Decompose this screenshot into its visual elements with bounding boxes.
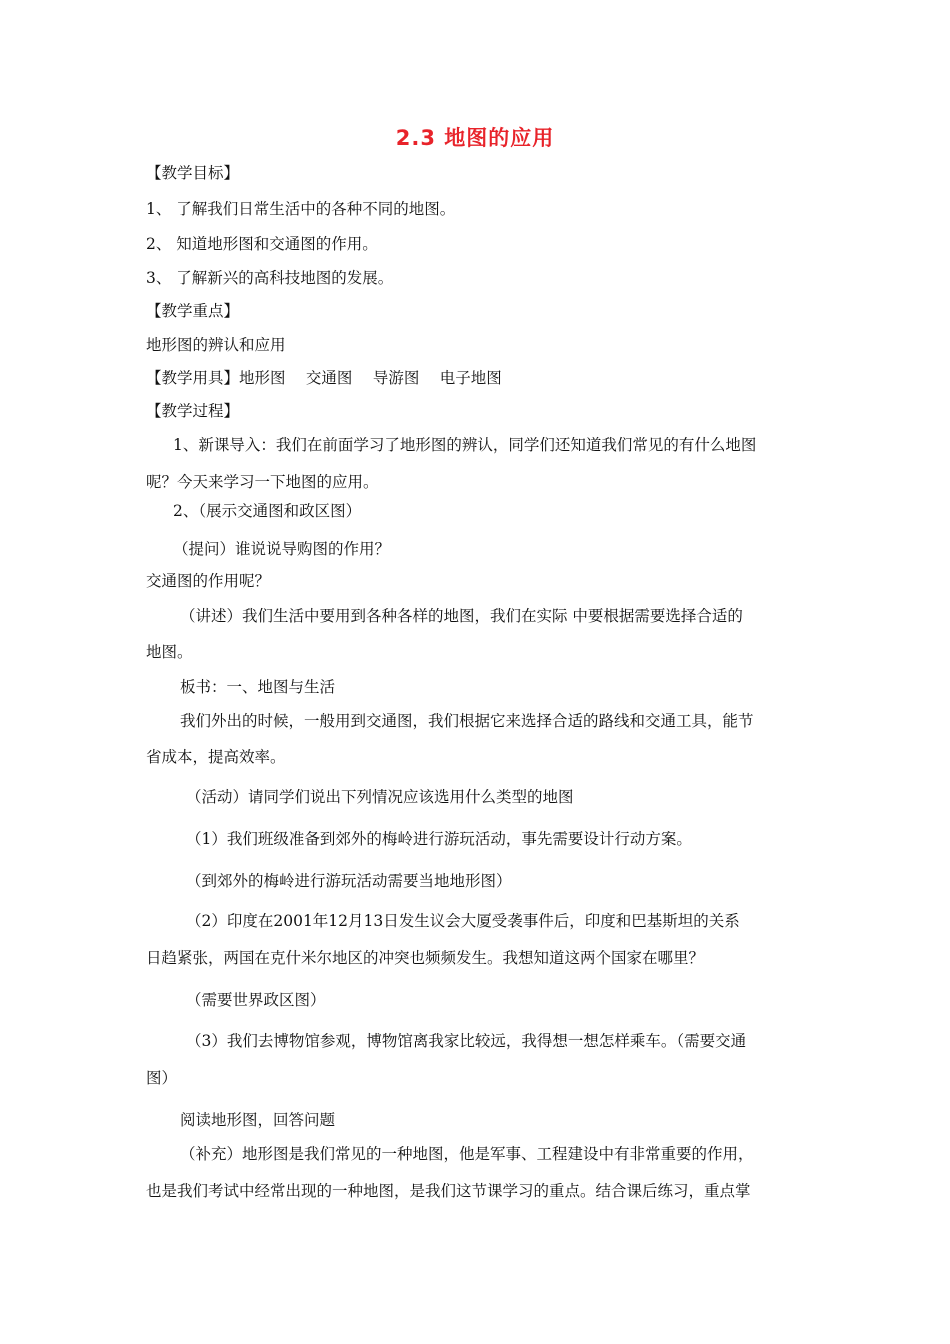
activity-item: 图） [146,1069,178,1087]
activity-item: 日趋紧张，两国在克什米尔地区的冲突也频频发生。我想知道这两个国家在哪里？ [146,949,705,967]
paragraph-line: 也是我们考试中经常出现的一种地图，是我们这节课学习的重点。结合课后练习，重点掌 [146,1182,751,1200]
objective-3: 3、 了解新兴的高科技地图的发展。 [146,269,394,287]
paragraph-line: 1、新课导入：我们在前面学习了地形图的辨认，同学们还知道我们常见的有什么地图 [173,436,757,454]
key-point-text: 地形图的辨认和应用 [146,336,286,354]
activity-line: （活动）请同学们说出下列情况应该选用什么类型的地图 [186,788,574,806]
paragraph-line: （补充）地形图是我们常见的一种地图，他是军事、工程建设中有非常重要的作用， [180,1145,754,1163]
objective-2: 2、 知道地形图和交通图的作用。 [146,235,378,253]
activity-answer: （到郊外的梅岭进行游玩活动需要当地地形图） [186,872,512,890]
activity-item: （3）我们去博物馆参观，博物馆离我家比较远，我得想一想怎样乘车。（需要交通 [186,1032,747,1050]
paragraph-line: （提问）谁说说导购图的作用？ [173,540,391,558]
activity-item: （1）我们班级准备到郊外的梅岭进行游玩活动，事先需要设计行动方案。 [186,830,692,848]
paragraph-line: 呢？今天来学习一下地图的应用。 [146,473,379,491]
paragraph-line: 交通图的作用呢？ [146,572,271,590]
objective-1: 1、 了解我们日常生活中的各种不同的地图。 [146,200,456,218]
heading-teaching-process: 【教学过程】 [146,402,240,420]
paragraph-line: 省成本，提高效率。 [146,748,286,766]
paragraph-line: 阅读地形图，回答问题 [180,1111,336,1129]
heading-teaching-tools: 【教学用具】地形图 交通图 导游图 电子地图 [146,369,502,387]
activity-answer: （需要世界政区图） [186,991,326,1009]
paragraph-line: 我们外出的时候，一般用到交通图，我们根据它来选择合适的路线和交通工具，能节 [180,712,754,730]
board-writing: 板书：一、地图与生活 [180,678,336,696]
document-title: 2.3 地图的应用 [395,126,555,150]
heading-key-points: 【教学重点】 [146,302,240,320]
activity-item: （2）印度在2001年12月13日发生议会大厦受袭事件后，印度和巴基斯坦的关系 [186,912,740,930]
paragraph-line: （讲述）我们生活中要用到各种各样的地图，我们在实际 中要根据需要选择合适的 [180,607,743,625]
paragraph-line: 地图。 [146,643,193,661]
heading-objectives: 【教学目标】 [146,164,240,182]
paragraph-line: 2、（展示交通图和政区图） [173,502,362,520]
